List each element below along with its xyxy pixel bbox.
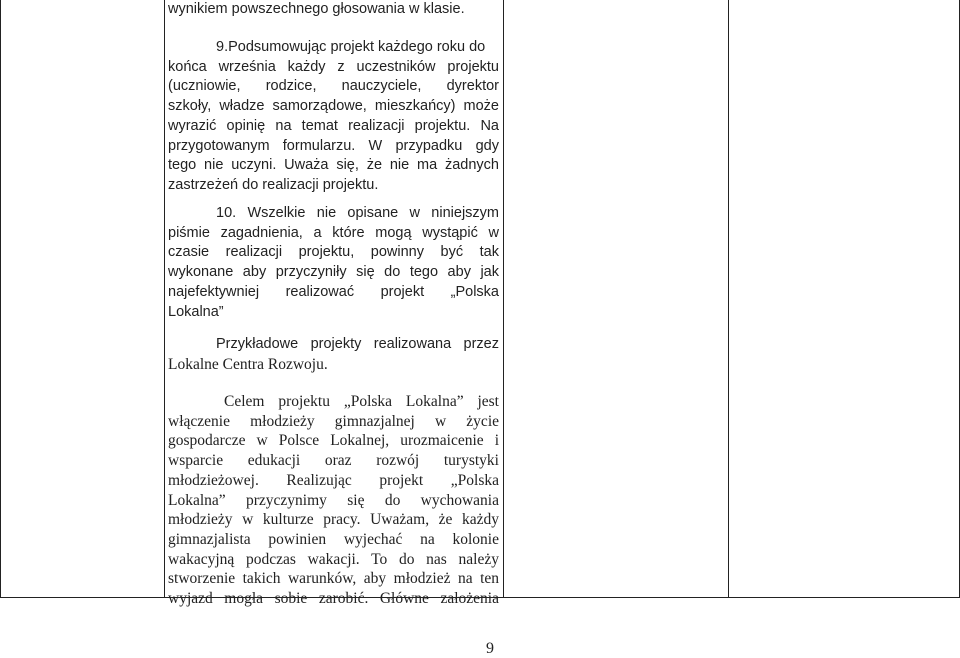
text-line: młodzieżowej. Realizując projekt „Polska — [168, 471, 499, 489]
text-line: zastrzeżeń do realizacji projektu. — [168, 176, 379, 193]
table-border-left — [0, 0, 1, 598]
text-line: Celem projektu „Polska Lokalna” jest — [224, 393, 499, 410]
text-line: stworzenie takich warunków, aby młodzież na ten — [168, 570, 499, 588]
text-line: najefektywniej realizować projekt „Polska — [168, 283, 499, 300]
text-line: czasie realizacji projektu, powinny być tak — [168, 244, 499, 261]
text-line: wynikiem powszechnego głosowania w klasie. — [168, 1, 465, 17]
text-line: tego nie uczyni. Uważa się, że nie ma żadnych — [168, 157, 499, 174]
text-line: 10. Wszelkie nie opisane w niniejszym — [216, 205, 499, 221]
text-line: wyrazić opinię na temat realizacji projektu. Na — [168, 117, 499, 134]
text-line: wsparcie edukacji oraz rozwój turystyki — [168, 452, 499, 470]
text-line: wykonane aby przyczyniły się do tego aby jak — [168, 264, 499, 281]
text-line: wakacyjną podczas wakacji. To do nas należy — [168, 550, 499, 568]
text-line: młodzieży w kulturze pracy. Uważam, że każdy — [168, 511, 499, 529]
paragraph-project-goal — [168, 392, 499, 609]
table-column-divider — [728, 0, 729, 598]
text-line: (uczniowie, rodzice, nauczyciele, dyrektor — [168, 78, 499, 95]
paragraph-example-projects — [168, 335, 499, 374]
text-line: 9.Podsumowując projekt każdego roku do — [216, 39, 486, 55]
text-line: szkoły, władze samorządowe, mieszkańcy) może — [168, 98, 499, 115]
text-line: piśmie zagadnienia, a które mogą wystąpić w — [168, 224, 499, 241]
paragraph-voting — [168, 0, 499, 20]
text-line: wyjazd mogła sobie zarobić. Główne założenia — [168, 590, 499, 608]
paragraph-9-summary — [168, 38, 499, 196]
text-line: końca września każdy z uczestników projektu — [168, 58, 499, 75]
text-line: Lokalne Centra Rozwoju. — [168, 355, 328, 373]
text-line: gimnazjalista powinien wyjechać na kolonie — [168, 530, 499, 548]
text-line: Przykładowe projekty realizowana przez — [216, 336, 499, 352]
description-cell — [164, 0, 503, 608]
text-line: gospodarcze w Polsce Lokalnej, urozmaicenie i — [168, 432, 499, 450]
table-column-divider — [503, 0, 504, 598]
text-line: Lokalna” przyczynimy się do wychowania — [168, 491, 499, 509]
text-line: włączenie młodzieży gimnazjalnej w życie — [168, 412, 499, 430]
text-line: przygotowanym formularzu. W przypadku gdy — [168, 137, 499, 154]
text-line: Lokalna” — [168, 303, 224, 320]
page-number: 9 — [486, 640, 494, 657]
paragraph-10-other-issues — [168, 204, 499, 322]
